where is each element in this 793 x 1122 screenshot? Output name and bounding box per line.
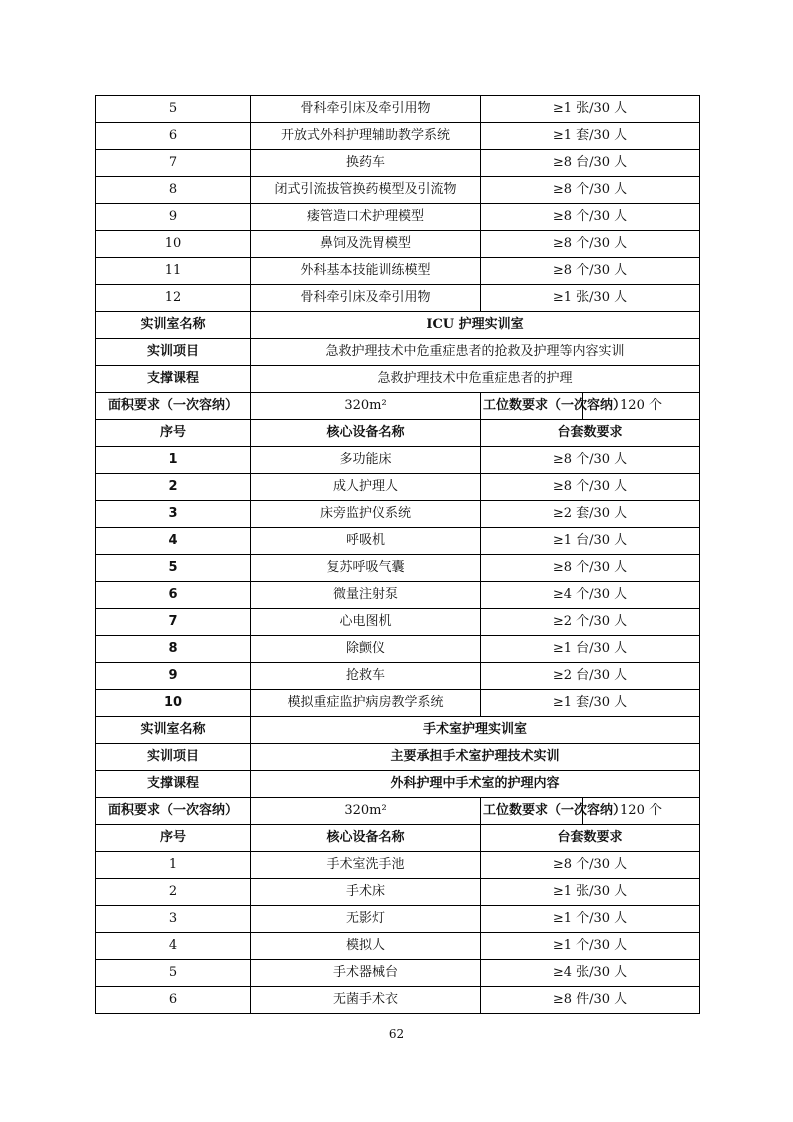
- item-number: 11: [96, 258, 251, 285]
- item-quantity: ≥8 个/30 人: [481, 231, 700, 258]
- equipment-row: [96, 123, 700, 150]
- project-row: [96, 744, 700, 771]
- equipment-row: [96, 501, 700, 528]
- equipment-row: [96, 960, 700, 987]
- item-name: 抢救车: [251, 663, 481, 690]
- item-number: 10: [96, 231, 251, 258]
- item-number: 4: [96, 528, 251, 555]
- item-name: 呼吸机: [251, 528, 481, 555]
- item-name: 手术床: [251, 879, 481, 906]
- equipment-row: [96, 555, 700, 582]
- room-name-value: 手术室护理实训室: [251, 717, 700, 744]
- equipment-row: [96, 204, 700, 231]
- item-quantity: ≥1 套/30 人: [481, 123, 700, 150]
- project-label: 实训项目: [96, 339, 251, 366]
- station-value: 120 个: [583, 393, 700, 420]
- item-name: 除颤仪: [251, 636, 481, 663]
- item-quantity: ≥1 台/30 人: [481, 528, 700, 555]
- item-quantity: ≥1 张/30 人: [481, 96, 700, 123]
- room-name-row: [96, 717, 700, 744]
- item-quantity: ≥1 张/30 人: [481, 285, 700, 312]
- item-number: 6: [96, 582, 251, 609]
- item-quantity: ≥8 个/30 人: [481, 474, 700, 501]
- course-row: [96, 771, 700, 798]
- equipment-row: [96, 150, 700, 177]
- equipment-row: [96, 474, 700, 501]
- item-number: 6: [96, 987, 251, 1014]
- equipment-row: [96, 285, 700, 312]
- room-name-value: ICU 护理实训室: [251, 312, 700, 339]
- area-label: 面积要求（一次容纳）: [96, 798, 251, 825]
- project-value: 主要承担手术室护理技术实训: [251, 744, 700, 771]
- course-label: 支撑课程: [96, 771, 251, 798]
- station-value: 120 个: [583, 798, 700, 825]
- item-name: 骨科牵引床及牵引用物: [251, 96, 481, 123]
- col-number-header: 序号: [96, 420, 251, 447]
- item-number: 12: [96, 285, 251, 312]
- item-number: 1: [96, 852, 251, 879]
- room-name-row: [96, 312, 700, 339]
- equipment-row: [96, 258, 700, 285]
- item-name: 心电图机: [251, 609, 481, 636]
- item-number: 5: [96, 555, 251, 582]
- item-number: 10: [96, 690, 251, 717]
- course-label: 支撑课程: [96, 366, 251, 393]
- item-name: 外科基本技能训练模型: [251, 258, 481, 285]
- col-name-header: 核心设备名称: [251, 825, 481, 852]
- item-name: 复苏呼吸气囊: [251, 555, 481, 582]
- item-number: 6: [96, 123, 251, 150]
- equipment-row: [96, 177, 700, 204]
- item-quantity: ≥1 个/30 人: [481, 906, 700, 933]
- item-number: 9: [96, 663, 251, 690]
- equipment-row: [96, 690, 700, 717]
- equipment-row: [96, 96, 700, 123]
- equipment-row: [96, 852, 700, 879]
- item-name: 无影灯: [251, 906, 481, 933]
- col-number-header: 序号: [96, 825, 251, 852]
- column-header-row: [96, 420, 700, 447]
- equipment-row: [96, 636, 700, 663]
- equipment-row: [96, 528, 700, 555]
- area-label: 面积要求（一次容纳）: [96, 393, 251, 420]
- item-number: 5: [96, 960, 251, 987]
- item-quantity: ≥8 台/30 人: [481, 150, 700, 177]
- item-name: 成人护理人: [251, 474, 481, 501]
- column-header-row: [96, 825, 700, 852]
- item-number: 3: [96, 501, 251, 528]
- item-name: 模拟人: [251, 933, 481, 960]
- room-name-label: 实训室名称: [96, 312, 251, 339]
- project-label: 实训项目: [96, 744, 251, 771]
- item-name: 床旁监护仪系统: [251, 501, 481, 528]
- col-quantity-header: 台套数要求: [481, 420, 700, 447]
- item-quantity: ≥8 个/30 人: [481, 177, 700, 204]
- station-label: 工位数要求（一次容纳）: [481, 798, 583, 825]
- col-quantity-header: 台套数要求: [481, 825, 700, 852]
- equipment-row: [96, 609, 700, 636]
- item-name: 骨科牵引床及牵引用物: [251, 285, 481, 312]
- requirement-row: [96, 798, 700, 825]
- item-name: 多功能床: [251, 447, 481, 474]
- course-row: [96, 366, 700, 393]
- item-name: 手术室洗手池: [251, 852, 481, 879]
- item-number: 7: [96, 609, 251, 636]
- equipment-row: [96, 663, 700, 690]
- item-number: 3: [96, 906, 251, 933]
- equipment-row: [96, 987, 700, 1014]
- item-name: 模拟重症监护病房教学系统: [251, 690, 481, 717]
- item-number: 8: [96, 177, 251, 204]
- item-quantity: ≥8 个/30 人: [481, 852, 700, 879]
- equipment-row: [96, 447, 700, 474]
- equipment-row: [96, 906, 700, 933]
- item-number: 8: [96, 636, 251, 663]
- item-quantity: ≥1 台/30 人: [481, 636, 700, 663]
- item-quantity: ≥1 张/30 人: [481, 879, 700, 906]
- item-name: 开放式外科护理辅助教学系统: [251, 123, 481, 150]
- item-quantity: ≥1 个/30 人: [481, 933, 700, 960]
- item-name: 无菌手术衣: [251, 987, 481, 1014]
- item-number: 5: [96, 96, 251, 123]
- item-quantity: ≥2 个/30 人: [481, 609, 700, 636]
- area-value: 320m²: [251, 393, 481, 420]
- room-name-label: 实训室名称: [96, 717, 251, 744]
- item-quantity: ≥8 个/30 人: [481, 204, 700, 231]
- item-number: 4: [96, 933, 251, 960]
- requirement-row: [96, 393, 700, 420]
- equipment-row: [96, 582, 700, 609]
- page-number: 62: [388, 1027, 405, 1041]
- item-name: 鼻饲及洗胃模型: [251, 231, 481, 258]
- item-number: 2: [96, 879, 251, 906]
- item-name: 换药车: [251, 150, 481, 177]
- item-quantity: ≥4 个/30 人: [481, 582, 700, 609]
- item-number: 9: [96, 204, 251, 231]
- item-name: 手术器械台: [251, 960, 481, 987]
- item-quantity: ≥8 个/30 人: [481, 555, 700, 582]
- course-value: 急救护理技术中危重症患者的护理: [251, 366, 700, 393]
- area-value: 320m²: [251, 798, 481, 825]
- equipment-row: [96, 879, 700, 906]
- item-quantity: ≥2 台/30 人: [481, 663, 700, 690]
- equipment-row: [96, 933, 700, 960]
- item-name: 微量注射泵: [251, 582, 481, 609]
- equipment-row: [96, 231, 700, 258]
- project-row: [96, 339, 700, 366]
- item-number: 2: [96, 474, 251, 501]
- item-name: 闭式引流拔管换药模型及引流物: [251, 177, 481, 204]
- item-number: 7: [96, 150, 251, 177]
- item-name: 瘘管造口术护理模型: [251, 204, 481, 231]
- item-quantity: ≥8 件/30 人: [481, 987, 700, 1014]
- item-quantity: ≥8 个/30 人: [481, 447, 700, 474]
- item-quantity: ≥2 套/30 人: [481, 501, 700, 528]
- course-value: 外科护理中手术室的护理内容: [251, 771, 700, 798]
- item-quantity: ≥8 个/30 人: [481, 258, 700, 285]
- station-label: 工位数要求（一次容纳）: [481, 393, 583, 420]
- project-value: 急救护理技术中危重症患者的抢救及护理等内容实训: [251, 339, 700, 366]
- col-name-header: 核心设备名称: [251, 420, 481, 447]
- item-quantity: ≥1 套/30 人: [481, 690, 700, 717]
- equipment-table: [95, 95, 700, 1014]
- item-quantity: ≥4 张/30 人: [481, 960, 700, 987]
- item-number: 1: [96, 447, 251, 474]
